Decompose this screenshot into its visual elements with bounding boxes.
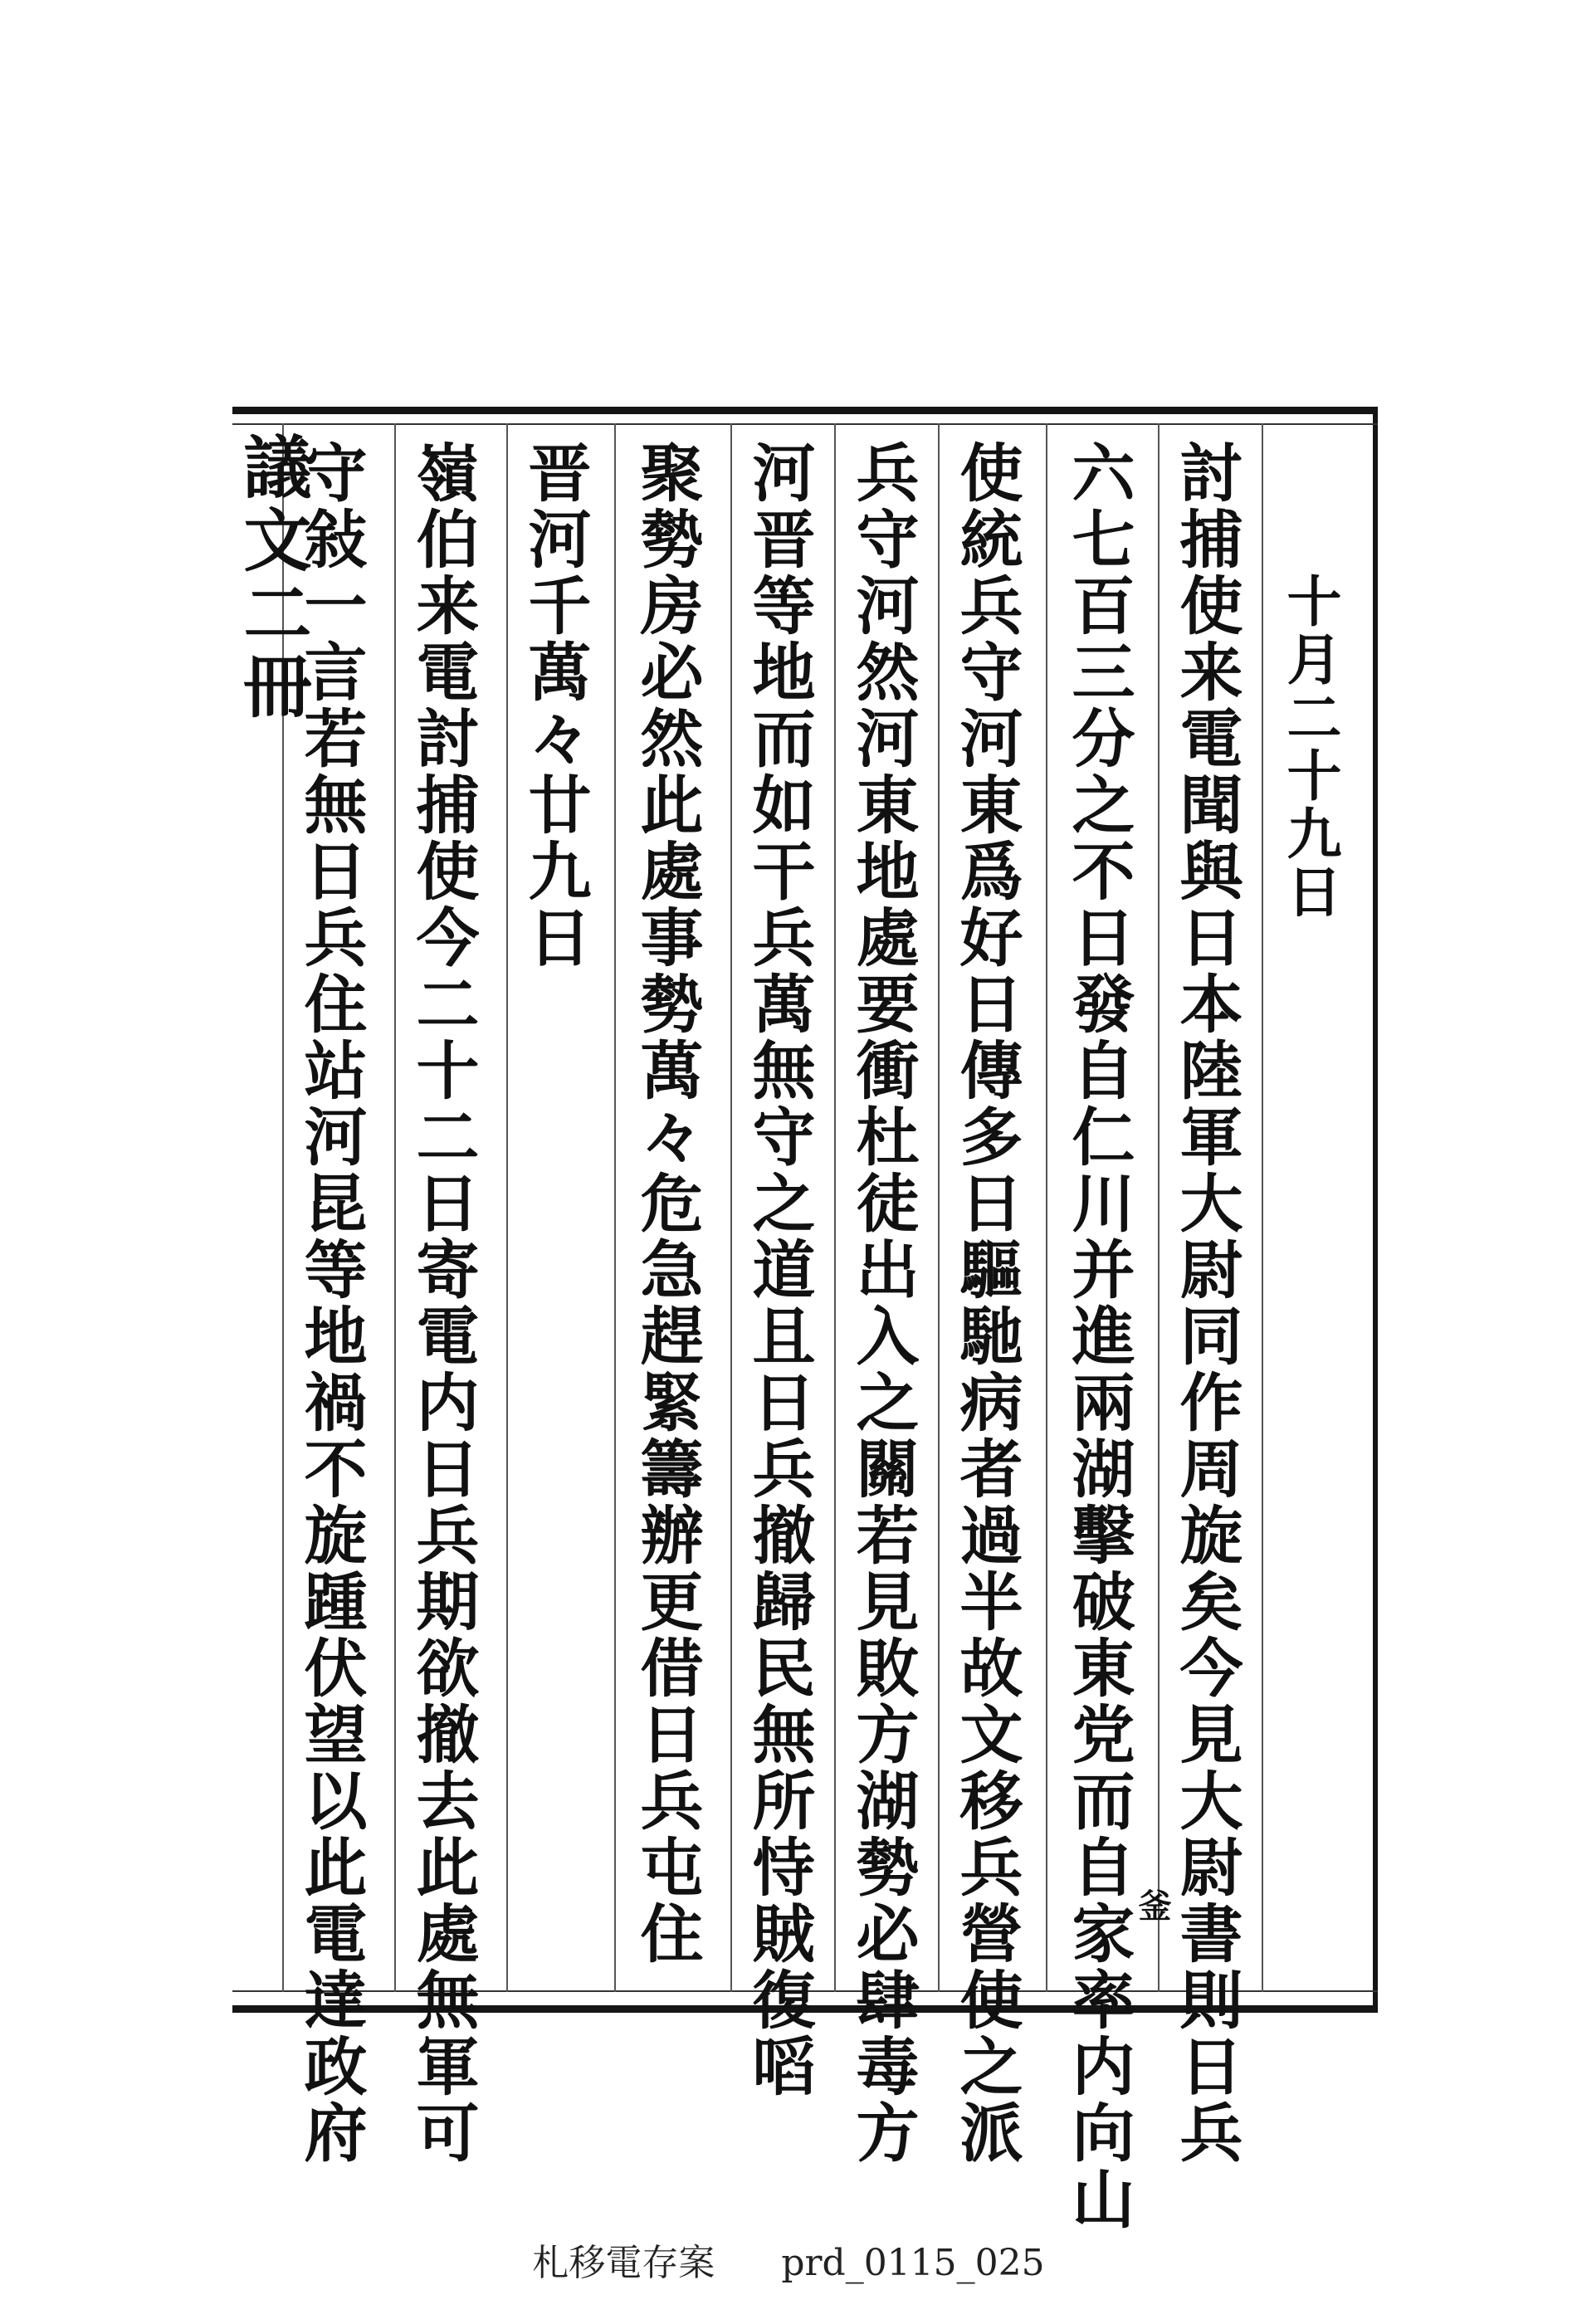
column-rule <box>394 423 396 1992</box>
text-column-2: 六七百三分之不日發自仁川并進兩湖擊破東党而自家率内向山 <box>1062 440 1135 2233</box>
footer-code: prd_0115_025 <box>781 2242 1045 2284</box>
text-column-4: 兵守河然河東地處要衝杜徒出入之關若見敗方湖勢必肆毒方 <box>846 440 920 2166</box>
text-column-5: 河晋等地而如干兵萬無守之道且日兵撤歸民無所恃賊復㗖 <box>742 440 816 2100</box>
column-rule <box>834 423 836 1992</box>
marginal-note: 釜 <box>1133 1888 1172 1921</box>
text-column-1: 討捕使来電聞與日本陸軍大尉同作周旋矣今見大尉書則日兵 <box>1169 440 1243 2166</box>
date-heading: 十月二十九日 <box>1277 573 1342 921</box>
page-footer <box>0 2233 1577 2286</box>
footer-title: 札移電存案 <box>532 2242 715 2284</box>
text-column-3: 使統兵守河東爲好日傳多日驅馳病者過半故文移兵營使之派 <box>950 440 1023 2166</box>
text-column-9: 守敍一言若無日兵住站河昆等地禍不旋踵伏望以此電達政府 <box>294 440 368 2166</box>
text-column-6: 聚勢房必然此處事勢萬々危急趕緊籌辦更借日兵屯住 <box>630 440 704 1967</box>
column-rule <box>506 423 508 1992</box>
column-rule <box>730 423 732 1992</box>
text-column-7: 晋河千萬々廿九日 <box>518 440 592 971</box>
frame-inner-top-line <box>232 423 1378 425</box>
edge-fragment-text: 議文二冊 <box>232 432 312 724</box>
column-rule <box>1158 423 1160 1992</box>
column-rule <box>614 423 616 1992</box>
column-rule <box>1046 423 1047 1992</box>
column-rule <box>1262 423 1263 1992</box>
column-rule <box>938 423 940 1992</box>
text-column-8: 嶺伯来電討捕使今二十二日寄電内日兵期欲撤去此處無軍可 <box>406 440 480 2166</box>
